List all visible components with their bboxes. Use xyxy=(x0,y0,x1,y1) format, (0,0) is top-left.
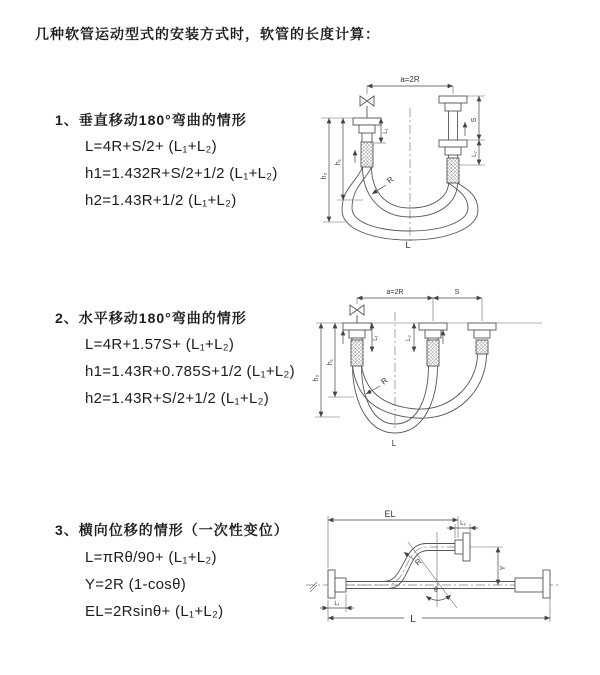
section1-formula-h2: h2=1.43R+1/2 (L₁+L₂) xyxy=(85,192,237,209)
section3-formula-EL: EL=2Rsinθ+ (L₁+L₂) xyxy=(85,603,224,620)
label-l-bottom: L xyxy=(391,439,397,448)
section2-heading: 2、水平移动180°弯曲的情形 xyxy=(55,310,247,326)
label-l2: L₂ xyxy=(460,521,466,527)
diagram-lateral-displacement xyxy=(300,500,600,660)
label-a2r: a=2R xyxy=(400,75,420,84)
section2-formula-h2: h2=1.43R+S/2+1/2 (L₁+L₂) xyxy=(85,390,270,407)
label-s: S xyxy=(454,289,460,296)
dim-h2 xyxy=(313,323,340,417)
left-pipe-fitting xyxy=(353,118,381,167)
dim-l2 xyxy=(406,323,414,352)
label-s: S xyxy=(471,117,478,123)
label-h2: h₂ xyxy=(321,172,328,180)
label-el: EL xyxy=(384,509,396,519)
page-title: 几种软管运动型式的安装方式时，软管的长度计算： xyxy=(35,26,380,42)
label-l1: L₁ xyxy=(334,601,340,607)
braid-section xyxy=(361,142,373,167)
braid-section xyxy=(427,340,439,366)
section2-formula-L: L=4R+1.57S+ (L₁+L₂) xyxy=(85,336,235,353)
section3-formula-L: L=πRθ/90+ (L₁+L₂) xyxy=(85,549,217,566)
left-pipe-fitting xyxy=(343,323,371,366)
label-r: R xyxy=(379,375,390,387)
label-h1: h₁ xyxy=(335,158,342,166)
radius-callout xyxy=(366,376,390,394)
right-pipe-fitting xyxy=(439,96,467,183)
hose-u-bend xyxy=(353,354,487,433)
section3-heading: 3、横向位移的情形（一次性变位） xyxy=(55,522,289,538)
dim-l2 xyxy=(447,521,478,538)
label-h1: h₁ xyxy=(327,358,334,366)
dim-a2r xyxy=(357,289,482,321)
straight-pipe-original xyxy=(346,570,550,598)
dim-y xyxy=(470,547,507,585)
label-l-bottom: L xyxy=(405,240,411,250)
label-l1: L₁ xyxy=(383,128,389,134)
break-mark xyxy=(310,582,317,592)
label-l-bottom: L xyxy=(410,614,416,625)
section3-formula-Y: Y=2R (1-cosθ) xyxy=(85,576,187,593)
dim-el xyxy=(328,509,458,568)
section2-formula-h1: h1=1.43R+0.785S+1/2 (L₁+L₂) xyxy=(85,363,295,380)
label-theta: θ xyxy=(434,587,438,594)
section1-formula-L: L=4R+S/2+ (L₁+L₂) xyxy=(85,138,217,155)
braid-section xyxy=(476,340,488,354)
right-pipe-fitting xyxy=(468,323,496,354)
braid-section xyxy=(447,158,459,183)
dim-a2r xyxy=(367,75,453,94)
dim-h2 xyxy=(321,118,345,222)
dim-l1 xyxy=(320,594,354,612)
dim-l xyxy=(328,595,550,625)
label-r: R xyxy=(385,174,396,186)
valve-icon xyxy=(360,96,374,118)
label-l2: L₂ xyxy=(406,335,412,341)
diagram-vertical-180-bend xyxy=(315,70,500,270)
label-h2: h₂ xyxy=(313,374,320,382)
hose-s-curve xyxy=(346,533,470,589)
label-r: R xyxy=(413,556,424,568)
diagram-horizontal-180-bend xyxy=(310,282,600,462)
label-y: Y xyxy=(500,565,507,571)
left-flange xyxy=(328,570,346,598)
valve-icon xyxy=(350,305,364,323)
section1-formula-h1: h1=1.432R+S/2+1/2 (L₁+L₂) xyxy=(85,165,278,182)
label-a2r: a=2R xyxy=(386,289,404,296)
label-l2: L₂ xyxy=(472,151,478,157)
middle-pipe-fitting xyxy=(419,323,447,366)
dim-s-l2 xyxy=(460,96,485,165)
section1-heading: 1、垂直移动180°弯曲的情形 xyxy=(55,112,247,128)
dim-l1 xyxy=(372,323,379,352)
radius-callout xyxy=(372,175,396,194)
label-l1: L₁ xyxy=(373,335,379,341)
braid-section xyxy=(351,340,363,366)
